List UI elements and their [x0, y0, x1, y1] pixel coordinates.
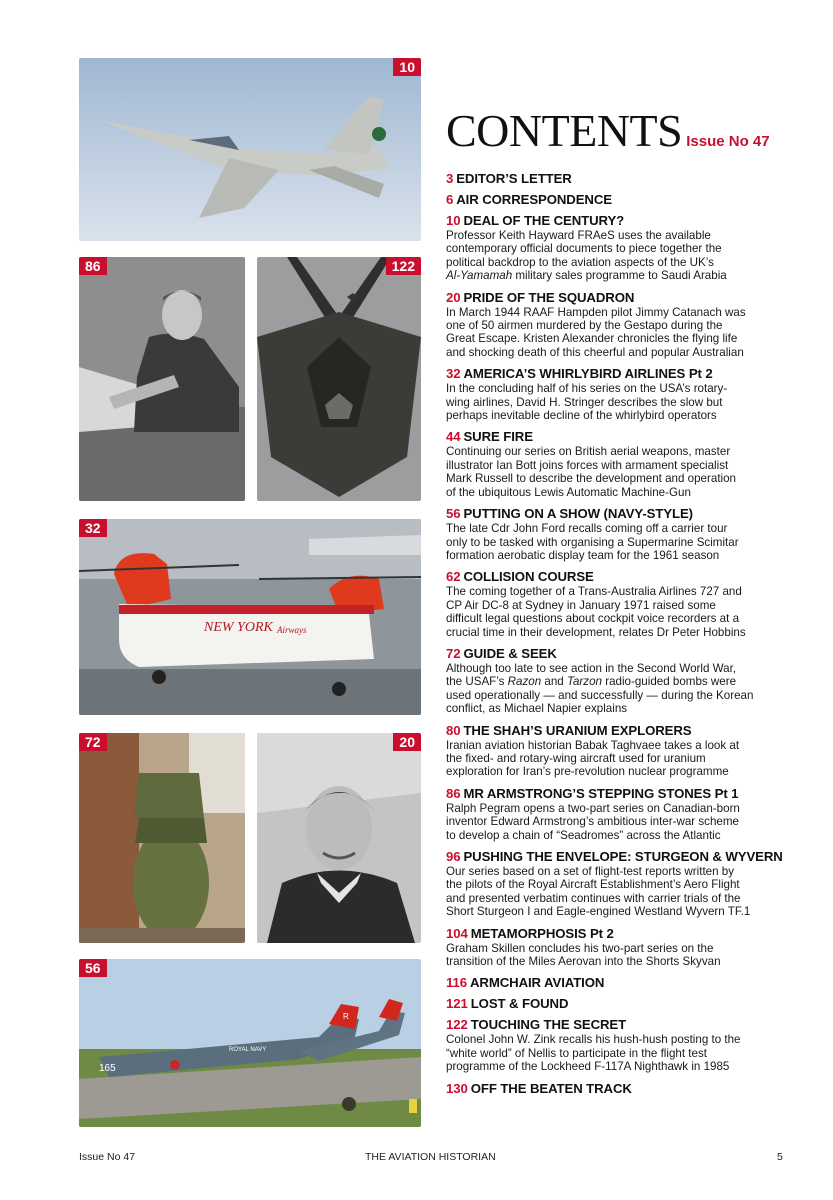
toc-entry[interactable] [446, 191, 791, 208]
desc-text: and [541, 675, 567, 689]
toc-entry[interactable] [446, 1080, 791, 1097]
toc-title: AIR CORRESPONDENCE [456, 192, 612, 207]
desc-line: of the ubiquitous Lewis Automatic Machine-Gun [446, 485, 691, 499]
toc-entry[interactable] [446, 365, 791, 422]
desc-text: the USAF’s [446, 675, 508, 689]
toc-title: PRIDE OF THE SQUADRON [463, 289, 635, 305]
desc-line: the fixed- and rotary-wing aircraft used for uranium [446, 751, 706, 765]
desc-line: used operationally — and successfully — during the Korean [446, 688, 754, 702]
desc-line: Ralph Pegram opens a two-part series on Canadian-born [446, 801, 740, 815]
toc-title: LOST & FOUND [470, 996, 569, 1012]
desc-line: CP Air DC-8 at Sydney in January 1971 raised some [446, 598, 716, 612]
desc-line: Colonel John W. Zink recalls his hush-hush posting to the [446, 1033, 741, 1047]
desc-italic: Razon [507, 675, 542, 689]
tail-letter-text: R [343, 1012, 349, 1021]
toc-title: THE SHAH’S URANIUM EXPLORERS [463, 722, 692, 738]
desc-line: Our series based on a set of flight-test reports written by [446, 865, 735, 878]
photo-tornado-jet [79, 58, 421, 241]
page-badge-122: 122 [386, 257, 421, 275]
desc-italic: Tarzon [566, 675, 602, 689]
toc-page-number: 32 [446, 366, 461, 382]
toc-description [446, 942, 791, 969]
desc-line: inventor Edward Armstrong’s ambitious inter-war scheme [446, 815, 739, 829]
desc-line: Professor Keith Hayward FRAeS uses the available [446, 229, 711, 242]
toc-page-number: 130 [446, 1080, 468, 1096]
toc-entry[interactable] [446, 645, 791, 716]
toc-page-number: 104 [446, 925, 468, 941]
toc-entry[interactable] [446, 289, 791, 360]
toc-page-number: 72 [446, 645, 461, 661]
toc-entry[interactable] [446, 785, 791, 842]
toc-page-number: 44 [446, 429, 461, 445]
desc-line: political backdrop to the aviation aspects of the UK’s [446, 255, 714, 269]
page-badge-72: 72 [79, 733, 107, 751]
toc-description [446, 585, 791, 639]
toc-page-number: 96 [446, 849, 461, 864]
desc-line: Graham Skillen concludes his two-part series on the [446, 941, 714, 955]
desc-line: Iranian aviation historian Babak Taghvaee takes a look at [446, 738, 740, 752]
toc-page-number: 3 [446, 171, 454, 186]
desc-line: formation aerobatic display team for the 1961 season [446, 548, 720, 562]
toc-description [446, 1033, 791, 1073]
issue-label: Issue No 47 [686, 133, 770, 150]
desc-text: radio-guided bombs were [602, 675, 737, 689]
scimitar-jets-image [79, 959, 421, 1127]
desc-line: Great Escape. Kristen Alexander chronicles the flying life [446, 332, 738, 346]
desc-line: Mark Russell to describe the development and operation [446, 472, 737, 486]
toc-entry[interactable] [446, 925, 791, 969]
toc-description [446, 445, 791, 499]
desc-line: Although too late to see action in the Second World War, [446, 661, 737, 675]
photo-f117-nighthawk [257, 257, 421, 501]
toc-title: EDITOR’S LETTER [456, 171, 572, 186]
jet-code-text: 165 [99, 1063, 116, 1074]
desc-line: illustrator Ian Bott joins forces with armament specialist [446, 458, 729, 472]
page-badge-10: 10 [393, 58, 421, 76]
toc-title: GUIDE & SEEK [463, 645, 557, 661]
toc-page-number: 56 [446, 506, 461, 522]
bomb-image [79, 733, 245, 943]
toc-entry[interactable] [446, 170, 791, 187]
toc-title: PUSHING THE ENVELOPE: STURGEON & WYVERN [463, 849, 783, 864]
desc-line: The coming together of a Trans-Australia Airlines 727 and [446, 585, 742, 599]
toc-title: COLLISION COURSE [463, 569, 594, 585]
desc-line: In the concluding half of his series on the USA’s rotary- [446, 382, 728, 396]
desc-line: The late Cdr John Ford recalls coming off a carrier tour [446, 522, 728, 536]
toc-entry[interactable] [446, 974, 791, 991]
desc-line: programme of the Lockheed F-117A Nighthawk in 1985 [446, 1060, 730, 1074]
toc-title: ARMCHAIR AVIATION [469, 975, 605, 991]
toc-description [446, 865, 791, 919]
desc-line: Continuing our series on British aerial weapons, master [446, 445, 731, 459]
toc-description [446, 306, 791, 360]
royal-navy-text: ROYAL NAVY [229, 1047, 267, 1053]
table-of-contents [446, 170, 791, 1101]
toc-title: SURE FIRE [463, 429, 533, 445]
toc-entry[interactable] [446, 505, 791, 562]
toc-page-number: 122 [446, 1017, 468, 1033]
page-badge-56: 56 [79, 959, 107, 977]
desc-line: contemporary official documents to piece together the [446, 242, 722, 256]
photo-man-in-water [79, 257, 245, 501]
man-in-water-image [79, 257, 245, 501]
page-badge-32: 32 [79, 519, 107, 537]
toc-description [446, 662, 791, 716]
toc-entry[interactable] [446, 995, 791, 1012]
toc-entry[interactable] [446, 722, 791, 779]
toc-title: DEAL OF THE CENTURY? [463, 213, 625, 228]
toc-page-number: 10 [446, 213, 461, 228]
toc-entry[interactable] [446, 428, 791, 499]
desc-line: transition of the Miles Aerovan into the Shorts Skyvan [446, 955, 721, 969]
toc-page-number: 6 [446, 192, 454, 207]
toc-page-number: 80 [446, 722, 461, 738]
desc-line [446, 675, 791, 688]
footer-issue: Issue No 47 [79, 1151, 136, 1163]
portrait-image [257, 733, 421, 943]
toc-description [446, 802, 791, 842]
photo-new-york-airways-helicopter [79, 519, 421, 715]
desc-italic: Al-Yamamah [446, 269, 513, 283]
page-badge-86: 86 [79, 257, 107, 275]
toc-entry[interactable] [446, 568, 791, 639]
desc-line: exploration for Iran’s pre-revolution nuclear programme [446, 765, 729, 779]
desc-line: and shocking death of this cheerful and popular Australian [446, 345, 744, 359]
tornado-jet-image [79, 58, 421, 241]
contents-title: CONTENTS [446, 105, 683, 156]
photo-razon-bomb [79, 733, 245, 943]
toc-title: OFF THE BEATEN TRACK [470, 1080, 632, 1096]
desc-line: and presented verbatim continues with carrier trials of the [446, 891, 741, 905]
page-badge-20: 20 [393, 733, 421, 751]
photo-jimmy-catanach-portrait [257, 733, 421, 943]
toc-entry[interactable] [446, 212, 791, 283]
toc-title: TOUCHING THE SECRET [470, 1017, 627, 1033]
desc-line: only to be tasked with organising a Supermarine Scimitar [446, 535, 739, 549]
desc-line: one of 50 airmen murdered by the Gestapo during the [446, 319, 723, 333]
desc-line: In March 1944 RAAF Hampden pilot Jimmy Catanach was [446, 305, 746, 319]
toc-page-number: 62 [446, 569, 461, 585]
toc-title: MR ARMSTRONG’S STEPPING STONES Pt 1 [463, 785, 739, 801]
photo-royal-navy-scimitars [79, 959, 421, 1127]
toc-page-number: 86 [446, 785, 461, 801]
toc-title: METAMORPHOSIS Pt 2 [470, 925, 614, 941]
contents-heading [446, 104, 796, 157]
heli-logo-sub-text: Airways [277, 625, 307, 635]
toc-page-number: 116 [446, 975, 467, 991]
toc-entry[interactable] [446, 1016, 791, 1073]
desc-line [446, 269, 791, 282]
desc-line: wing airlines, David H. Stringer describes the slow but [446, 395, 723, 409]
desc-line: perhaps inevitable decline of the whirlybird operators [446, 409, 717, 423]
toc-description [446, 382, 791, 422]
heli-logo-text: NEW YORK [204, 620, 273, 635]
helicopter-image [79, 519, 421, 715]
toc-page-number: 20 [446, 289, 461, 305]
toc-title: PUTTING ON A SHOW (NAVY-STYLE) [463, 506, 693, 522]
desc-line: difficult legal questions about cockpit voice recorders at a [446, 612, 740, 626]
desc-line: the pilots of the Royal Aircraft Establishment’s Aero Flight [446, 878, 740, 892]
toc-page-number: 121 [446, 996, 468, 1012]
toc-description [446, 229, 791, 283]
toc-entry[interactable] [446, 848, 791, 919]
toc-description [446, 522, 791, 562]
f117-nighthawk-image [257, 257, 421, 501]
desc-line: conflict, as Michael Napier explains [446, 702, 628, 716]
desc-text: military sales programme to Saudi Arabia [512, 269, 727, 283]
toc-title: AMERICA’S WHIRLYBIRD AIRLINES Pt 2 [463, 366, 713, 382]
footer-magazine-name: THE AVIATION HISTORIAN [365, 1151, 496, 1163]
desc-line: “white world” of Nellis to participate in the flight test [446, 1046, 707, 1060]
desc-line: to develop a chain of “Seadromes” across the Atlantic [446, 828, 721, 842]
footer-page-number: 5 [777, 1151, 783, 1163]
toc-description [446, 739, 791, 779]
desc-line: crucial time in their development, relates Dr Peter Hobbins [446, 625, 746, 639]
desc-line: Short Sturgeon I and Eagle-engined Westland Wyvern TF.1 [446, 905, 751, 919]
